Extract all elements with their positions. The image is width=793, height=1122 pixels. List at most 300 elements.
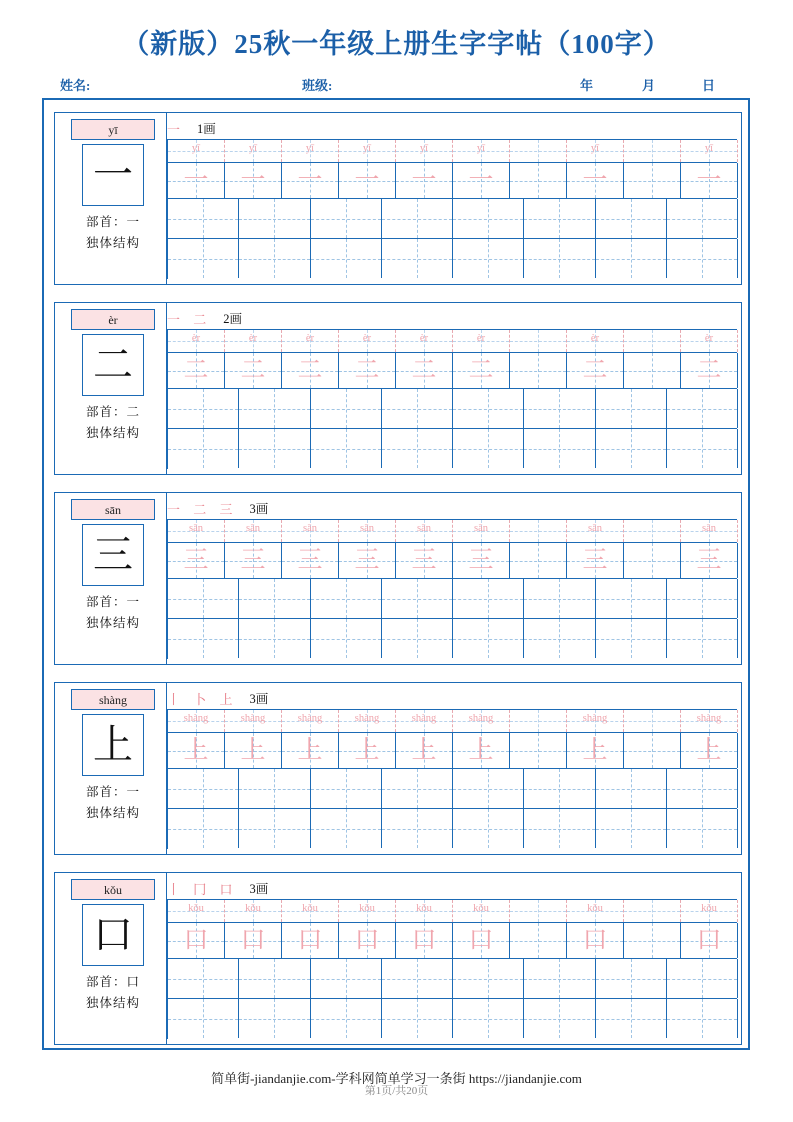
blank-practice-cell[interactable] bbox=[239, 239, 310, 278]
pinyin-trace-cell[interactable] bbox=[453, 330, 510, 352]
blank-practice-cell[interactable] bbox=[239, 959, 310, 998]
blank-practice-cell[interactable] bbox=[667, 959, 738, 998]
pinyin-trace-cell[interactable] bbox=[624, 330, 681, 352]
pinyin-trace-cell[interactable] bbox=[339, 710, 396, 732]
pinyin-trace-row[interactable] bbox=[168, 710, 738, 732]
pinyin-trace-cell[interactable] bbox=[168, 520, 225, 542]
character-trace-cell[interactable] bbox=[282, 353, 339, 388]
character-info-panel bbox=[63, 309, 163, 467]
character-trace-text: 二 bbox=[183, 357, 209, 384]
blank-practice-cell[interactable] bbox=[596, 579, 667, 618]
writing-grid[interactable] bbox=[167, 519, 737, 659]
structure-label: 独体结构 bbox=[85, 806, 140, 820]
stroke-order-sequence: 丨 冂 口 bbox=[167, 881, 238, 897]
pinyin-trace-text: kǒu bbox=[359, 903, 375, 914]
stroke-order-sequence: 一 二 三 bbox=[167, 501, 238, 517]
blank-practice-cell[interactable] bbox=[596, 959, 667, 998]
character-trace-text: 口 bbox=[696, 927, 722, 954]
blank-practice-cell[interactable] bbox=[168, 959, 239, 998]
pinyin-trace-row[interactable] bbox=[168, 330, 738, 352]
pinyin-trace-cell[interactable] bbox=[396, 330, 453, 352]
blank-practice-cell[interactable] bbox=[168, 389, 239, 428]
blank-practice-cell[interactable] bbox=[168, 619, 239, 658]
pinyin-trace-cell[interactable] bbox=[510, 710, 567, 732]
character-trace-cell[interactable] bbox=[339, 543, 396, 578]
page-number: 第1页/共20页 bbox=[364, 1085, 429, 1097]
pinyin-trace-text: sān bbox=[303, 523, 317, 534]
character-trace-text: 上 bbox=[582, 737, 608, 764]
footer-credit: 简单街-jiandanjie.com-学科网简单学习一条街 https://jiandanjie.com bbox=[211, 1071, 582, 1086]
character-trace-text: 一 bbox=[354, 167, 380, 194]
character-info-panel bbox=[63, 499, 163, 657]
pinyin-trace-cell[interactable] bbox=[567, 900, 624, 922]
character-trace-text: 二 bbox=[354, 357, 380, 384]
pinyin-trace-cell[interactable] bbox=[339, 520, 396, 542]
pinyin-trace-text: sān bbox=[417, 523, 431, 534]
blank-practice-row[interactable] bbox=[168, 769, 738, 808]
pinyin-trace-row[interactable] bbox=[168, 140, 738, 162]
pinyin-trace-text: èr bbox=[305, 333, 315, 344]
pinyin-trace-text: shàng bbox=[411, 713, 437, 724]
blank-practice-cell[interactable] bbox=[667, 239, 738, 278]
pinyin-trace-cell[interactable] bbox=[567, 140, 624, 162]
pinyin-trace-text: kǒu bbox=[701, 903, 717, 914]
blank-practice-cell[interactable] bbox=[382, 579, 453, 618]
blank-practice-cell[interactable] bbox=[667, 199, 738, 238]
structure-label: 独体结构 bbox=[85, 426, 140, 440]
blank-practice-cell[interactable] bbox=[524, 579, 595, 618]
character-trace-cell[interactable] bbox=[681, 353, 738, 388]
blank-practice-cell[interactable] bbox=[596, 809, 667, 848]
writing-grid[interactable] bbox=[167, 709, 737, 849]
blank-practice-cell[interactable] bbox=[596, 429, 667, 468]
blank-practice-cell[interactable] bbox=[453, 429, 524, 468]
pinyin-trace-cell[interactable] bbox=[510, 900, 567, 922]
stroke-order-sequence: 一 bbox=[167, 121, 186, 137]
model-character: 口 bbox=[82, 904, 144, 966]
character-info-panel bbox=[63, 119, 163, 277]
character-trace-text: 二 bbox=[468, 357, 494, 384]
stroke-count: 1画 bbox=[197, 122, 216, 136]
structure-label: 独体结构 bbox=[85, 236, 140, 250]
character-trace-text: 二 bbox=[696, 357, 722, 384]
radical-label: 部首：口 bbox=[85, 975, 140, 989]
blank-practice-cell[interactable] bbox=[596, 199, 667, 238]
character-trace-cell[interactable] bbox=[339, 353, 396, 388]
pinyin-trace-text: yī bbox=[248, 143, 258, 154]
character-trace-row[interactable] bbox=[168, 543, 738, 578]
blank-practice-cell[interactable] bbox=[239, 999, 310, 1038]
pinyin-trace-row[interactable] bbox=[168, 520, 738, 542]
pinyin-trace-cell[interactable] bbox=[396, 900, 453, 922]
character-trace-cell[interactable] bbox=[624, 543, 681, 578]
character-trace-cell[interactable] bbox=[567, 163, 624, 198]
blank-practice-row[interactable] bbox=[168, 239, 738, 278]
blank-practice-cell[interactable] bbox=[239, 619, 310, 658]
character-trace-text: 三 bbox=[411, 547, 437, 574]
pinyin-trace-text: kǒu bbox=[473, 903, 489, 914]
character-trace-text: 三 bbox=[297, 547, 323, 574]
character-trace-cell[interactable] bbox=[567, 733, 624, 768]
blank-practice-cell[interactable] bbox=[239, 199, 310, 238]
pinyin-trace-cell[interactable] bbox=[453, 710, 510, 732]
blank-practice-cell[interactable] bbox=[453, 959, 524, 998]
blank-practice-cell[interactable] bbox=[382, 429, 453, 468]
blank-practice-cell[interactable] bbox=[168, 239, 239, 278]
pinyin-trace-cell[interactable] bbox=[453, 140, 510, 162]
blank-practice-cell[interactable] bbox=[524, 999, 595, 1038]
character-trace-cell[interactable] bbox=[339, 163, 396, 198]
blank-practice-cell[interactable] bbox=[382, 389, 453, 428]
writing-grid[interactable] bbox=[167, 329, 737, 469]
character-trace-row[interactable] bbox=[168, 163, 738, 198]
pinyin-label: sān bbox=[71, 499, 155, 520]
pinyin-trace-row[interactable] bbox=[168, 900, 738, 922]
pinyin-trace-text: èr bbox=[362, 333, 372, 344]
radical-label: 部首：一 bbox=[85, 215, 140, 229]
blank-practice-row[interactable] bbox=[168, 999, 738, 1038]
pinyin-trace-text: yī bbox=[590, 143, 600, 154]
character-trace-cell[interactable] bbox=[681, 733, 738, 768]
character-trace-cell[interactable] bbox=[453, 163, 510, 198]
pinyin-trace-text: sān bbox=[189, 523, 203, 534]
character-trace-text: 一 bbox=[240, 167, 266, 194]
character-trace-cell[interactable] bbox=[225, 543, 282, 578]
blank-practice-row[interactable] bbox=[168, 579, 738, 618]
blank-practice-row[interactable] bbox=[168, 959, 738, 998]
blank-practice-cell[interactable] bbox=[524, 959, 595, 998]
blank-practice-cell[interactable] bbox=[453, 999, 524, 1038]
stroke-order-header bbox=[167, 307, 737, 329]
blank-practice-cell[interactable] bbox=[596, 769, 667, 808]
pinyin-label: shàng bbox=[71, 689, 155, 710]
pinyin-trace-cell[interactable] bbox=[453, 520, 510, 542]
character-trace-text: 三 bbox=[183, 547, 209, 574]
blank-practice-cell[interactable] bbox=[168, 999, 239, 1038]
blank-practice-cell[interactable] bbox=[311, 199, 382, 238]
character-trace-text: 一 bbox=[582, 167, 608, 194]
blank-practice-cell[interactable] bbox=[524, 619, 595, 658]
blank-practice-cell[interactable] bbox=[168, 429, 239, 468]
pinyin-trace-cell[interactable] bbox=[339, 330, 396, 352]
character-trace-text: 口 bbox=[354, 927, 380, 954]
pinyin-trace-cell[interactable] bbox=[681, 900, 738, 922]
pinyin-trace-text: shàng bbox=[297, 713, 323, 724]
month-label: 月 bbox=[642, 78, 656, 93]
blank-practice-cell[interactable] bbox=[524, 429, 595, 468]
blank-practice-cell[interactable] bbox=[239, 769, 310, 808]
blank-practice-row[interactable] bbox=[168, 389, 738, 428]
stroke-count: 3画 bbox=[249, 882, 269, 896]
pinyin-trace-cell[interactable] bbox=[282, 900, 339, 922]
character-trace-text: 口 bbox=[582, 927, 608, 954]
stroke-order-header bbox=[167, 687, 737, 709]
pinyin-trace-cell[interactable] bbox=[396, 710, 453, 732]
character-trace-cell[interactable] bbox=[168, 163, 225, 198]
blank-practice-cell[interactable] bbox=[453, 809, 524, 848]
practice-sheet bbox=[42, 98, 750, 1050]
character-trace-cell[interactable] bbox=[453, 353, 510, 388]
pinyin-trace-text: èr bbox=[476, 333, 486, 344]
blank-practice-cell[interactable] bbox=[667, 429, 738, 468]
character-trace-text: 二 bbox=[411, 357, 437, 384]
blank-practice-cell[interactable] bbox=[524, 809, 595, 848]
pinyin-trace-cell[interactable] bbox=[282, 520, 339, 542]
blank-practice-cell[interactable] bbox=[239, 389, 310, 428]
pinyin-trace-cell[interactable] bbox=[225, 520, 282, 542]
radical-label: 部首：一 bbox=[85, 595, 140, 609]
pinyin-trace-cell[interactable] bbox=[168, 140, 225, 162]
character-trace-cell[interactable] bbox=[624, 733, 681, 768]
blank-practice-cell[interactable] bbox=[311, 389, 382, 428]
character-trace-text: 二 bbox=[582, 357, 608, 384]
pinyin-trace-cell[interactable] bbox=[396, 520, 453, 542]
character-trace-cell[interactable] bbox=[453, 733, 510, 768]
character-trace-cell[interactable] bbox=[168, 543, 225, 578]
pinyin-trace-cell[interactable] bbox=[567, 520, 624, 542]
model-character: 三 bbox=[82, 524, 144, 586]
blank-practice-row[interactable] bbox=[168, 199, 738, 238]
pinyin-trace-cell[interactable] bbox=[453, 900, 510, 922]
character-trace-text: 一 bbox=[468, 167, 494, 194]
character-trace-text: 三 bbox=[582, 547, 608, 574]
character-trace-cell[interactable] bbox=[168, 733, 225, 768]
character-trace-cell[interactable] bbox=[168, 923, 225, 958]
pinyin-trace-text: yī bbox=[191, 143, 201, 154]
pinyin-trace-text: èr bbox=[248, 333, 258, 344]
character-trace-cell[interactable] bbox=[339, 733, 396, 768]
character-trace-cell[interactable] bbox=[225, 923, 282, 958]
pinyin-trace-cell[interactable] bbox=[567, 330, 624, 352]
pinyin-trace-text: shàng bbox=[354, 713, 380, 724]
character-trace-row[interactable] bbox=[168, 353, 738, 388]
character-trace-cell[interactable] bbox=[624, 353, 681, 388]
character-trace-cell[interactable] bbox=[510, 733, 567, 768]
stroke-count: 2画 bbox=[223, 312, 243, 326]
character-trace-cell[interactable] bbox=[396, 163, 453, 198]
blank-practice-cell[interactable] bbox=[239, 579, 310, 618]
model-character: 一 bbox=[82, 144, 144, 206]
character-trace-cell[interactable] bbox=[282, 733, 339, 768]
character-trace-cell[interactable] bbox=[168, 353, 225, 388]
blank-practice-cell[interactable] bbox=[311, 999, 382, 1038]
character-trace-cell[interactable] bbox=[567, 353, 624, 388]
pinyin-trace-cell[interactable] bbox=[510, 520, 567, 542]
pinyin-trace-cell[interactable] bbox=[225, 330, 282, 352]
blank-practice-cell[interactable] bbox=[596, 619, 667, 658]
character-trace-cell[interactable] bbox=[453, 923, 510, 958]
blank-practice-cell[interactable] bbox=[667, 769, 738, 808]
character-trace-cell[interactable] bbox=[282, 163, 339, 198]
character-trace-cell[interactable] bbox=[567, 543, 624, 578]
character-trace-cell[interactable] bbox=[510, 923, 567, 958]
pinyin-trace-cell[interactable] bbox=[282, 710, 339, 732]
pinyin-trace-text: yī bbox=[362, 143, 372, 154]
blank-practice-cell[interactable] bbox=[524, 199, 595, 238]
character-trace-cell[interactable] bbox=[681, 163, 738, 198]
character-trace-cell[interactable] bbox=[225, 163, 282, 198]
character-trace-text: 一 bbox=[696, 167, 722, 194]
pinyin-trace-cell[interactable] bbox=[681, 330, 738, 352]
character-trace-cell[interactable] bbox=[624, 923, 681, 958]
pinyin-label: èr bbox=[71, 309, 155, 330]
blank-practice-cell[interactable] bbox=[453, 239, 524, 278]
character-trace-cell[interactable] bbox=[510, 543, 567, 578]
pinyin-trace-cell[interactable] bbox=[282, 140, 339, 162]
model-character: 上 bbox=[82, 714, 144, 776]
blank-practice-cell[interactable] bbox=[311, 239, 382, 278]
blank-practice-cell[interactable] bbox=[453, 199, 524, 238]
character-trace-cell[interactable] bbox=[339, 923, 396, 958]
character-trace-cell[interactable] bbox=[681, 923, 738, 958]
pinyin-trace-text: yī bbox=[419, 143, 429, 154]
blank-practice-cell[interactable] bbox=[311, 769, 382, 808]
character-trace-row[interactable] bbox=[168, 923, 738, 958]
blank-practice-cell[interactable] bbox=[453, 769, 524, 808]
blank-practice-cell[interactable] bbox=[168, 579, 239, 618]
pinyin-trace-cell[interactable] bbox=[396, 140, 453, 162]
blank-practice-cell[interactable] bbox=[382, 959, 453, 998]
pinyin-trace-cell[interactable] bbox=[681, 520, 738, 542]
pinyin-trace-cell[interactable] bbox=[282, 330, 339, 352]
character-trace-cell[interactable] bbox=[225, 353, 282, 388]
blank-practice-cell[interactable] bbox=[596, 239, 667, 278]
character-trace-text: 二 bbox=[297, 357, 323, 384]
blank-practice-cell[interactable] bbox=[311, 959, 382, 998]
blank-practice-cell[interactable] bbox=[382, 199, 453, 238]
pinyin-trace-text: sān bbox=[474, 523, 488, 534]
character-trace-cell[interactable] bbox=[396, 923, 453, 958]
blank-practice-cell[interactable] bbox=[524, 769, 595, 808]
pinyin-trace-cell[interactable] bbox=[225, 140, 282, 162]
blank-practice-cell[interactable] bbox=[453, 389, 524, 428]
character-trace-cell[interactable] bbox=[396, 733, 453, 768]
blank-practice-row[interactable] bbox=[168, 429, 738, 468]
character-info-panel bbox=[63, 689, 163, 847]
blank-practice-cell[interactable] bbox=[382, 999, 453, 1038]
pinyin-trace-cell[interactable] bbox=[168, 900, 225, 922]
character-trace-cell[interactable] bbox=[510, 163, 567, 198]
structure-label: 独体结构 bbox=[85, 616, 140, 630]
blank-practice-cell[interactable] bbox=[168, 809, 239, 848]
blank-practice-cell[interactable] bbox=[453, 579, 524, 618]
blank-practice-cell[interactable] bbox=[382, 239, 453, 278]
character-trace-text: 一 bbox=[297, 167, 323, 194]
blank-practice-cell[interactable] bbox=[382, 619, 453, 658]
pinyin-trace-cell[interactable] bbox=[225, 900, 282, 922]
blank-practice-cell[interactable] bbox=[596, 999, 667, 1038]
writing-grid[interactable] bbox=[167, 899, 737, 1039]
page-title: （新版）25秋一年级上册生字字帖（100字） bbox=[122, 29, 671, 59]
pinyin-trace-cell[interactable] bbox=[168, 330, 225, 352]
blank-practice-cell[interactable] bbox=[667, 619, 738, 658]
blank-practice-cell[interactable] bbox=[524, 239, 595, 278]
character-trace-cell[interactable] bbox=[396, 543, 453, 578]
blank-practice-cell[interactable] bbox=[239, 809, 310, 848]
blank-practice-row[interactable] bbox=[168, 619, 738, 658]
blank-practice-cell[interactable] bbox=[524, 389, 595, 428]
pinyin-trace-cell[interactable] bbox=[510, 140, 567, 162]
character-trace-cell[interactable] bbox=[282, 543, 339, 578]
character-trace-text: 口 bbox=[297, 927, 323, 954]
pinyin-trace-cell[interactable] bbox=[624, 140, 681, 162]
blank-practice-cell[interactable] bbox=[382, 769, 453, 808]
character-trace-text: 口 bbox=[468, 927, 494, 954]
blank-practice-cell[interactable] bbox=[596, 389, 667, 428]
character-trace-text: 三 bbox=[468, 547, 494, 574]
character-trace-cell[interactable] bbox=[282, 923, 339, 958]
stroke-order-sequence: 一 二 bbox=[167, 311, 212, 327]
year-label: 年 bbox=[580, 78, 594, 93]
character-trace-text: 口 bbox=[411, 927, 437, 954]
blank-practice-cell[interactable] bbox=[311, 619, 382, 658]
character-trace-cell[interactable] bbox=[681, 543, 738, 578]
writing-grid[interactable] bbox=[167, 139, 737, 279]
pinyin-trace-cell[interactable] bbox=[624, 520, 681, 542]
pinyin-trace-text: kǒu bbox=[245, 903, 261, 914]
character-trace-text: 上 bbox=[183, 737, 209, 764]
pinyin-trace-cell[interactable] bbox=[168, 710, 225, 732]
character-trace-text: 一 bbox=[183, 167, 209, 194]
pinyin-trace-cell[interactable] bbox=[225, 710, 282, 732]
pinyin-trace-cell[interactable] bbox=[681, 140, 738, 162]
blank-practice-cell[interactable] bbox=[667, 579, 738, 618]
name-label: 姓名: bbox=[60, 78, 91, 93]
stroke-order-header bbox=[167, 117, 737, 139]
blank-practice-cell[interactable] bbox=[382, 809, 453, 848]
character-trace-cell[interactable] bbox=[396, 353, 453, 388]
pinyin-trace-text: shàng bbox=[468, 713, 494, 724]
character-trace-cell[interactable] bbox=[225, 733, 282, 768]
character-trace-text: 上 bbox=[297, 737, 323, 764]
pinyin-trace-text: èr bbox=[704, 333, 714, 344]
blank-practice-cell[interactable] bbox=[667, 809, 738, 848]
blank-practice-cell[interactable] bbox=[311, 429, 382, 468]
character-trace-text: 三 bbox=[240, 547, 266, 574]
character-trace-cell[interactable] bbox=[510, 353, 567, 388]
character-trace-cell[interactable] bbox=[567, 923, 624, 958]
pinyin-trace-cell[interactable] bbox=[567, 710, 624, 732]
stroke-order-sequence: 丨 卜 上 bbox=[167, 691, 238, 707]
character-trace-cell[interactable] bbox=[453, 543, 510, 578]
pinyin-trace-text: sān bbox=[246, 523, 260, 534]
blank-practice-cell[interactable] bbox=[168, 769, 239, 808]
pinyin-trace-text: yī bbox=[476, 143, 486, 154]
blank-practice-cell[interactable] bbox=[667, 999, 738, 1038]
pinyin-trace-cell[interactable] bbox=[510, 330, 567, 352]
blank-practice-cell[interactable] bbox=[168, 199, 239, 238]
character-trace-row[interactable] bbox=[168, 733, 738, 768]
blank-practice-cell[interactable] bbox=[311, 809, 382, 848]
pinyin-trace-text: shàng bbox=[240, 713, 266, 724]
pinyin-trace-cell[interactable] bbox=[624, 900, 681, 922]
character-trace-text: 上 bbox=[696, 737, 722, 764]
blank-practice-cell[interactable] bbox=[667, 389, 738, 428]
blank-practice-cell[interactable] bbox=[311, 579, 382, 618]
pinyin-trace-cell[interactable] bbox=[681, 710, 738, 732]
pinyin-trace-cell[interactable] bbox=[339, 140, 396, 162]
character-trace-cell[interactable] bbox=[624, 163, 681, 198]
blank-practice-cell[interactable] bbox=[453, 619, 524, 658]
stroke-count: 3画 bbox=[249, 502, 269, 516]
radical-label: 部首：二 bbox=[85, 405, 140, 419]
blank-practice-row[interactable] bbox=[168, 809, 738, 848]
character-info-panel bbox=[63, 879, 163, 1037]
pinyin-trace-cell[interactable] bbox=[339, 900, 396, 922]
pinyin-trace-cell[interactable] bbox=[624, 710, 681, 732]
pinyin-trace-text: kǒu bbox=[587, 903, 603, 914]
blank-practice-cell[interactable] bbox=[239, 429, 310, 468]
